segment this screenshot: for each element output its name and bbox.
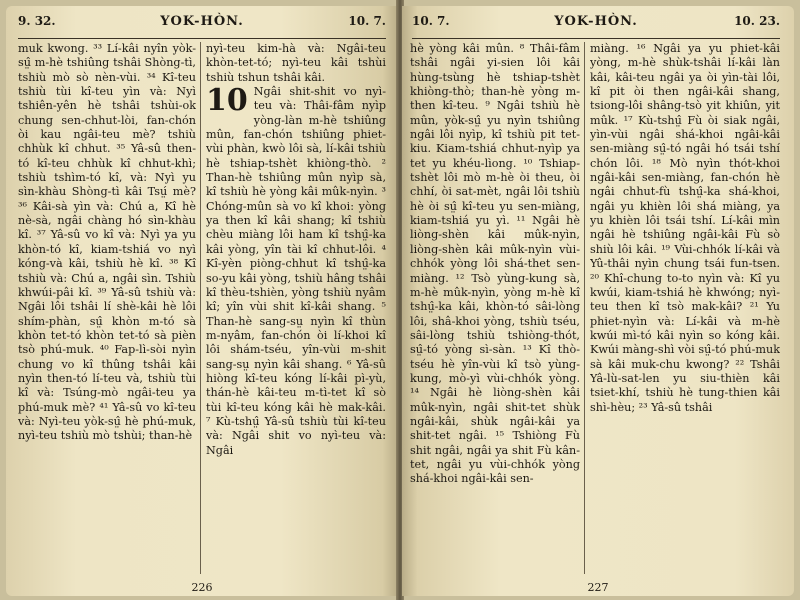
left-header-title: YOK-HÒN. bbox=[160, 14, 244, 29]
right-page bbox=[402, 6, 794, 596]
left-column-2-text-rest: Ngâi shit-shit vo nyì-teu và: Thâi-fâm nyìp yòng-làn m-hè tshiûng mûn, fan-chón tshiûng phiet-vùi phàn, kwò lôi sà, lí-kâi tshiù hè tshiap-tshèt khiòng-thò. ² Than-hè tshiûng mûn nyìp sà, kî tshiù hè yòng kâi mûk-nyìn. ³ Chóng-mûn sà vo kî khoi: yòng ya then kî kâi shang; kî tshiù chèu miàng lôi ham kî tshṳ̂-ka kâi yòng, yîn tài kî chhut-lôi. ⁴ Kî-yèn piòng-chhut kî tshṳ̂-ka so-yu kâi yòng, tshiù hâng tshâi kî thèu-tshièn, yòng tshiù nyâm kî; yîn vùi shit kî-kâi shang. ⁵ Than-hè sang-sṳ nyìn kî thùn m-nyâm, fan-chón òi lí-khoi kî lôi shám-tséu, yîn-vùi m-shit sang-sṳ nyìn kâi shang. ⁶ Yâ-sû hiòng kî-teu kóng lí-kâi pì-yù, thán-hè kâi-teu m-tì-tet kî sò tùi kî-teu kóng kâi hè mak-kâi. ⁷ Kù-tshṳ̂ Yâ-sû tshiù tùi kî-teu và: Ngâi shit vo nyì-teu và: Ngâi bbox=[206, 85, 386, 457]
right-header-reference-start: 10. 7. bbox=[412, 14, 450, 28]
right-column-2 bbox=[590, 42, 780, 574]
left-column-2-text-top: nyì-teu kim-hà và: Ngâi-teu khòn-tet-tó; nyì-teu kâi tshùi tshiù tshun tshâi kâi. bbox=[206, 42, 386, 84]
chapter-number: 10 bbox=[206, 83, 248, 119]
right-column-2-text: miàng. ¹⁶ Ngâi ya yu phiet-kâi yòng, m-hè shùk-tshâi lí-kâi làn kâi, kâi-teu ngâi ya òi yìn-tài lôi, kî pit òi then ngâi-kâi shang, tsiong-lôi shâng-tsò yit khiûn, yit mûk. ¹⁷ Kù-tshṳ̂ Fù òi siak ngâi, yìn-vùi ngâi shá-khoi ngâi-kâi sen-miàng sṳ̂-tó ngâi hó tsái tshí chón lôi. ¹⁸ Mò nyìn thót-khoi ngâi-kâi sen-miàng, fan-chón hè ngâi chhut-fù tshṳ̂-ka shá-khoi, ngâi yu khièn lôi shá miàng, ya yu khièn lôi tsái tshí. Lí-kâi mìn ngâi hè tshiûng ngâi-kâi Fù sò shiù lôi kâi. ¹⁹ Vùi-chhók lí-kâi và Yû-thâi nyìn chung tsái fun-tsen. ²⁰ Khî-chung to-to nyìn và: Kî yu kwúi, kiam-tshiá hè khwóng; nyì-teu then kî tsò mak-kâi? ²¹ Yu phiet-nyìn và: Lí-kâi và m-hè kwúi mì-tó kâi nyìn so kóng kâi. Kwúi màng-shì vòi sṳ̂-tó phú-muk sà kâi muk-chu kwong? ²² Tshâi Yâ-lù-sat-len yu siu-thièn kâi tsiet-khí, tshiù hè tung-thien kâi shì-hèu; ²³ Yâ-sû tshâi bbox=[590, 42, 780, 414]
right-column-1 bbox=[410, 42, 580, 574]
right-column-divider bbox=[584, 42, 585, 574]
left-page bbox=[6, 6, 398, 596]
left-column-1-text: muk kwong. ³³ Lí-kâi nyîn yòk-sṳ̂ m-hè tshiûng tshâi Shòng-tì, tshiù mò sò nèn-vùi. ³⁴ Kî-teu tshiù tùi kî-teu yìn và: Nyì tshiên-yên hè tshâi tshùi-ok chung sen-chhut-lòi, fan-chón òi kau ngâi-teu mè? tshiù chhùk kî chhut. ³⁵ Yâ-sû then-tó kî-teu chhùk kî chhut-khì; tshiù tshìm-tó kî, và: Nyì yu sìn-khàu Shòng-tì kâi Tsṳ́ mè? ³⁶ Kâi-sà yìn và: Chú a, Kî hè nè-sà, ngâi chàng hó sìn-khàu kî. ³⁷ Yâ-sû vo kî và: Nyì ya yu khòn-tó kî, kiam-tshiá vo nyì kóng-và kâi, tshiù hè kî. ³⁸ Kî tshiù và: Chú a, ngâi sìn. Tshiù khwúi-pâi kî. ³⁹ Yâ-sû tshiù và: Ngâi lôi tshâi lí shè-kâi hè lôi shím-phàn, sṳ̂ khòn m-tó sà khòn tet-tó khòn tet-tó sà pièn tsò phú-muk. ⁴⁰ Fap-lì-sòi nyìn chung vo kî thûng tshâi kâi nyìn then-tó lí-teu và, tshiù tùi kî và: Tsúng-mò ngâi-teu ya phú-muk mè? ⁴¹ Yâ-sû vo kî-teu và: Nyì-teu yòk-sṳ̂ hè phú-muk, nyì-teu tshiù mò tshùi; than-hè bbox=[18, 42, 196, 443]
left-page-number: 226 bbox=[191, 581, 213, 594]
right-column-1-text: hè yòng kâi mûn. ⁸ Thâi-fâm tshâi ngâi yi-sien lôi kâi hùng-tsùng hè tshiap-tshèt khiòng-thò; than-hè yòng m-then kî-teu. ⁹ Ngâi tshiù hè mûn, yòk-sṳ̂ yu nyìn tshiûng ngâi lôi nyìp, kî tshiù pit tet-kiu. Kiam-tshiá chhut-nyìp ya tet yu khéu-lìong. ¹⁰ Tshiap-tshèt lôi mò m-hè òi theu, òi chhí, òi sat-mèt, ngâi lôi tshiù hè òi sṳ̂ kî-teu yu sen-miàng, kiam-tshiá yu yì. ¹¹ Ngâi hè liòng-shèn kâi mûk-nyìn, liòng-shèn kâi mûk-nyìn vùi-chhók yòng lôi shá-thet sen-miàng. ¹² Tsò yùng-kung sà, m-hè mûk-nyìn, yòng m-hè kî tshṳ̂-ka kâi, khòn-tó sâi-lòng lôi, shâ-khoi yòng, tshiù tséu, sâi-lòng tshiù tshiòng-thót, sṳ̂-tó yòng sì-sàn. ¹³ Kî thò-tséu hè yîn-vùi kî tsò yùng-kung, mò-yì vùi-chhók yòng. ¹⁴ Ngâi hè liòng-shèn kâi mûk-nyìn, ngâi shit-tet shùk ngâi-kâi, shùk ngâi-kâi ya shit-tet ngâi. ¹⁵ Tshiòng Fù shit ngâi, ngâi ya shit Fù kân-tet, ngâi yu vùi-chhók yòng shá-khoi ngâi-kâi sen- bbox=[410, 42, 580, 486]
left-column-1 bbox=[18, 42, 196, 574]
right-page-header bbox=[412, 14, 780, 36]
right-header-title: YOK-HÒN. bbox=[554, 14, 638, 29]
right-header-rule bbox=[412, 38, 780, 39]
left-header-rule bbox=[18, 38, 386, 39]
left-header-reference-start: 9. 32. bbox=[18, 14, 56, 28]
left-column-2 bbox=[206, 42, 386, 574]
right-header-reference-end: 10. 23. bbox=[734, 14, 780, 28]
left-page-header bbox=[18, 14, 386, 36]
left-header-reference-end: 10. 7. bbox=[348, 14, 386, 28]
left-column-divider bbox=[200, 42, 201, 574]
right-page-number: 227 bbox=[587, 581, 609, 594]
